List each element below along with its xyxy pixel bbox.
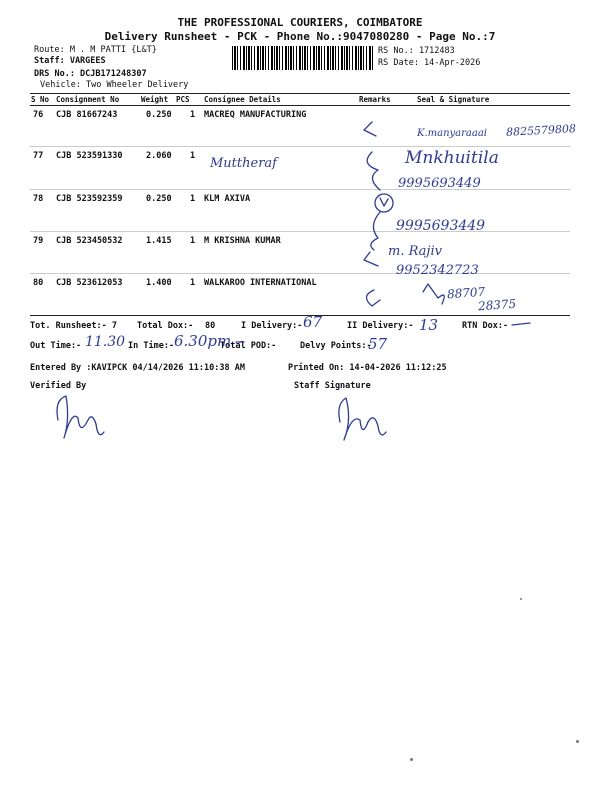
remark-mark-79b — [364, 252, 378, 266]
scan-dot — [410, 758, 413, 761]
out-time-label: Out Time:- — [30, 341, 82, 351]
route-label: Route: M . M PATTI {L&T} — [34, 45, 157, 55]
remark-mark-77 — [367, 152, 380, 190]
rs-date: RS Date: 14-Apr-2026 — [378, 58, 481, 68]
in-time-value: 6.30pm — [174, 332, 232, 350]
rtn-dox-label: RTN Dox:- — [462, 321, 509, 331]
out-time-value: 11.30 — [85, 334, 126, 350]
staff-label: Staff: VARGEES — [34, 56, 106, 66]
sig77-handwritten: Mnkhuitila — [405, 148, 499, 168]
row-consignee: MACREQ MANUFACTURING — [204, 110, 307, 120]
remark-mark-76 — [364, 122, 376, 136]
row-pcs: 1 — [190, 194, 196, 204]
printed-on: Printed On: 14-04-2026 11:12:25 — [288, 363, 447, 373]
row-consignee: M KRISHNA KUMAR — [204, 236, 281, 246]
note80-a-handwritten: 88707 — [446, 284, 486, 302]
staff-signature-label: Staff Signature — [294, 381, 371, 391]
verified-by-signature — [57, 396, 104, 438]
delvy-points-value: 57 — [368, 335, 388, 353]
row-sno: 78 — [33, 194, 44, 204]
runsheet-title: Delivery Runsheet - PCK - Phone No.:9047080280 - Page No.:7 — [104, 30, 496, 43]
remark-mark-80 — [366, 290, 380, 306]
total-pod-label: Total POD:- — [220, 341, 277, 351]
row-consignee: KLM AXIVA — [204, 194, 251, 204]
delvy-points-label: Delvy Points:- — [300, 341, 372, 351]
drs-label: DRS No.: DCJB171248307 — [34, 69, 147, 79]
row-sno: 76 — [33, 110, 44, 120]
phone79-handwritten: 9952342723 — [396, 263, 479, 278]
row-weight: 0.250 — [146, 194, 172, 204]
row-pcs: 1 — [190, 110, 196, 120]
scan-dot — [576, 740, 579, 743]
row-weight: 1.400 — [146, 278, 172, 288]
rs-number: RS No.: 1712483 — [378, 46, 455, 56]
row77-handwritten-name: Muttheraf — [210, 156, 277, 171]
ii-delivery-label: II Delivery:- — [347, 321, 414, 331]
company-title: THE PROFESSIONAL COURIERS, COIMBATORE — [177, 16, 423, 29]
phone76-handwritten: 8825579808 — [505, 122, 577, 139]
row-sno: 80 — [33, 278, 44, 288]
row-weight: 0.250 — [146, 110, 172, 120]
scan-dot — [520, 598, 522, 600]
staff-signature-ink — [339, 398, 386, 440]
col-consignee: Consignee Details — [204, 95, 281, 104]
col-weight: Weight — [141, 95, 169, 104]
sig79-handwritten: m. Rajiv — [388, 244, 442, 259]
remark-circle-78 — [375, 194, 393, 212]
remark-circle-mark — [380, 198, 388, 206]
col-sno: S No — [31, 95, 50, 104]
row-consignment: CJB 523591330 — [56, 151, 123, 161]
note80-b-handwritten: 28375 — [477, 296, 517, 314]
remark-mark-79 — [371, 212, 380, 250]
sig80-scribble — [423, 284, 444, 304]
i-delivery-label: I Delivery:- — [241, 321, 303, 331]
col-remarks: Remarks — [359, 95, 391, 104]
row-consignment: CJB 523592359 — [56, 194, 123, 204]
entered-by: Entered By :KAVIPCK 04/14/2026 11:10:38 AM — [30, 363, 245, 373]
verified-by-label: Verified By — [30, 381, 87, 391]
in-time-label: In Time:- — [128, 341, 175, 351]
row-consignment: CJB 523450532 — [56, 236, 123, 246]
row-consignment: CJB 81667243 — [56, 110, 118, 120]
rtn-dox-dash — [512, 323, 530, 325]
row-pcs: 1 — [190, 236, 196, 246]
vehicle-label: Vehicle: Two Wheeler Delivery — [40, 80, 189, 90]
row-pcs: 1 — [190, 151, 196, 161]
col-pcs: PCS — [176, 95, 190, 104]
col-seal-signature: Seal & Signature — [417, 95, 490, 104]
sig76-handwritten: K.manyaraaai — [417, 128, 488, 139]
row-consignee: WALKAROO INTERNATIONAL — [204, 278, 317, 288]
row-sno: 77 — [33, 151, 44, 161]
total-dox-value: 80 — [205, 321, 216, 331]
row-sno: 79 — [33, 236, 44, 246]
row-pcs: 1 — [190, 278, 196, 288]
ii-delivery-value: 13 — [419, 316, 439, 334]
tot-runsheet: Tot. Runsheet:- 7 — [30, 321, 117, 331]
row-consignment: CJB 523612053 — [56, 278, 123, 288]
col-consignment: Consignment No — [56, 95, 120, 104]
total-dox-label: Total Dox:- — [137, 321, 194, 331]
phone77-handwritten: 9995693449 — [398, 176, 481, 191]
row-weight: 2.060 — [146, 151, 172, 161]
phone78-handwritten: 9995693449 — [396, 218, 486, 234]
i-delivery-value: 67 — [303, 313, 323, 331]
row-weight: 1.415 — [146, 236, 172, 246]
